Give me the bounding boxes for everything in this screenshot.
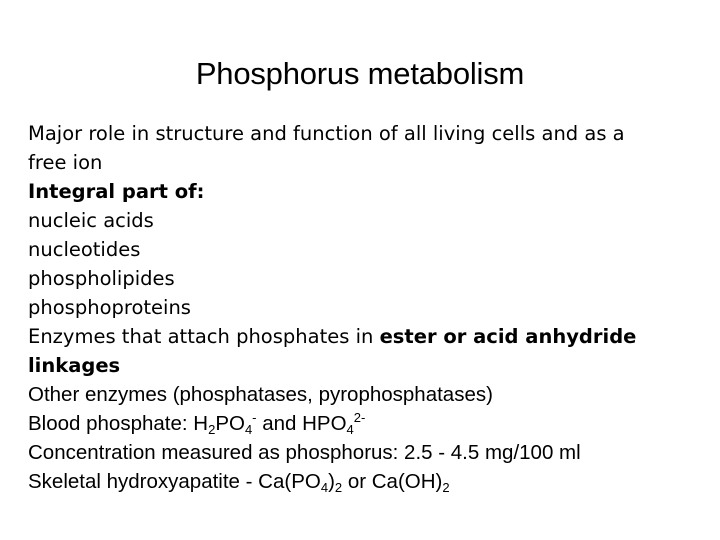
text-line-skeletal (28, 467, 698, 496)
text-line-phosphoproteins: phosphoproteins (28, 296, 191, 319)
text-line-role-1: Major role in structure and function of all living cells and as a (28, 122, 625, 145)
blood-and: and HPO (256, 412, 347, 435)
text-line-nucleotides: nucleotides (28, 238, 141, 261)
blood-sub-4b: 4 (346, 422, 354, 437)
skeletal-sub-2: 2 (334, 480, 343, 495)
text-line-integral-heading: Integral part of: (28, 180, 205, 203)
enzymes-bold: ester or acid anhydride (379, 325, 637, 348)
slide-body (28, 119, 698, 496)
blood-po: PO (215, 412, 245, 435)
slide-title: Phosphorus metabolism (195, 56, 525, 91)
skeletal-sub-2b: 2 (442, 480, 450, 495)
text-line-nucleic-acids: nucleic acids (28, 209, 154, 232)
text-line-linkages: linkages (28, 354, 121, 377)
text-line-role-2: free ion (28, 151, 103, 174)
skeletal-sub-4: 4 (320, 480, 329, 495)
blood-sup-minus: - (252, 410, 257, 425)
text-line-phospholipides: phospholipides (28, 267, 175, 290)
blood-prefix: Blood phosphate: H (28, 412, 209, 435)
enzymes-prefix: Enzymes that attach phosphates in (28, 325, 380, 348)
blood-sup-2minus: 2- (353, 410, 366, 425)
text-line-concentration: Concentration measured as phosphorus: 2.5 - 4.5 mg/100 ml (28, 441, 581, 464)
skeletal-or: or Ca(OH) (342, 470, 443, 493)
text-line-other-enzymes: Other enzymes (phosphatases, pyrophosphatases) (28, 383, 493, 406)
text-line-enzymes (28, 322, 698, 351)
blood-sub-2: 2 (208, 422, 216, 437)
skeletal-prefix: Skeletal hydroxyapatite - Ca(PO (28, 470, 321, 493)
skeletal-close: ) (328, 470, 335, 493)
blood-sub-4: 4 (244, 422, 253, 437)
text-line-blood-phosphate (28, 409, 698, 438)
